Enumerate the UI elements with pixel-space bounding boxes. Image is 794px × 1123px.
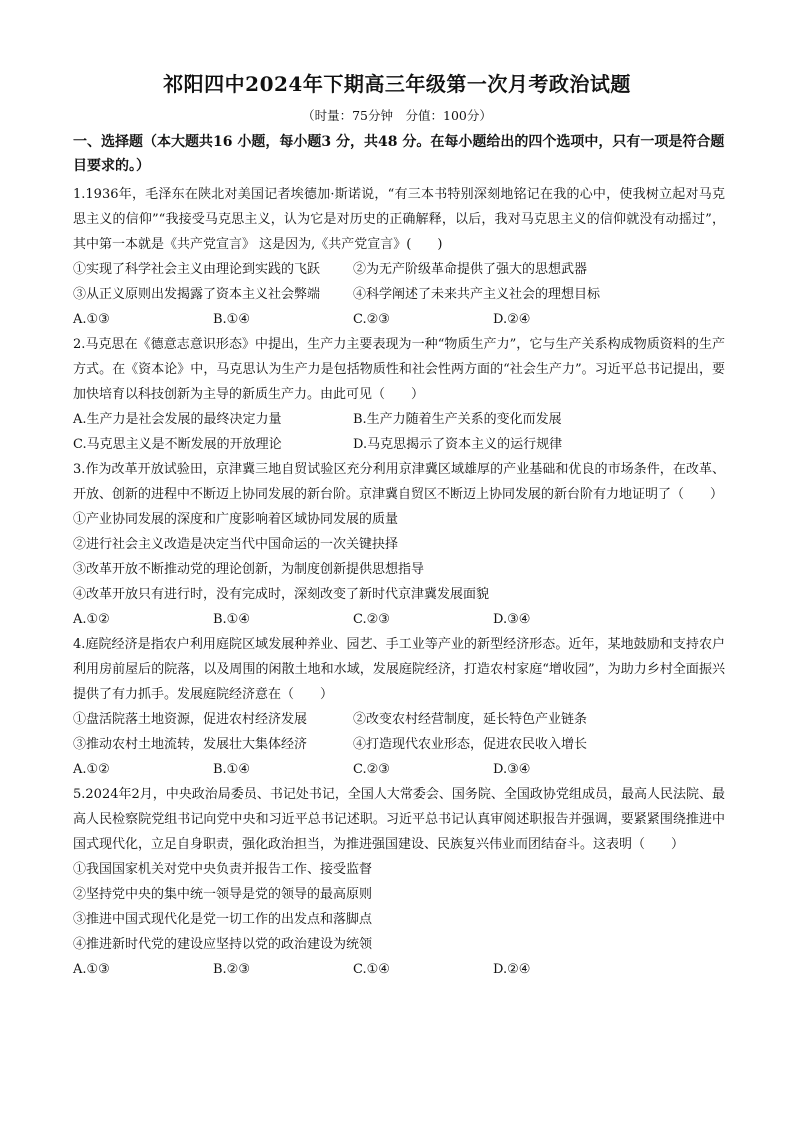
statement: ③从正义原则出发揭露了资本主义社会弊端: [73, 287, 321, 302]
choice-a[interactable]: A.生产力是社会发展的最终决定力量: [73, 412, 282, 427]
statement: ①我国国家机关对党中央负责并报告工作、接受监督: [73, 862, 373, 877]
statement: ④科学阐述了未来共产主义社会的理想目标: [353, 287, 601, 302]
statement: ③推进中国式现代化是党一切工作的出发点和落脚点: [73, 912, 373, 927]
question-stem: 2.马克思在《德意志意识形态》中提出，生产力主要表现为一种“物质生产力”，它与生产关系构成物质资料的生产方式。在《资本论》中，马克思认为生产力是包括物质性和社会性两方面的“社会生产力”。习近平总书记提出，要加快培育以科技创新为主导的新质生产力。由此可见（ ）: [73, 337, 725, 402]
page-title: 祁阳四中2024年下期高三年级第一次月考政治试题: [163, 72, 631, 96]
question-3: [73, 457, 725, 632]
choice-d[interactable]: D.②④: [493, 962, 531, 977]
exam-info: （时量：75分钟 分值：100分）: [302, 108, 492, 123]
statement: ①产业协同发展的深度和广度影响着区域协同发展的质量: [73, 512, 399, 527]
statement: ③推动农村土地流转，发展壮大集体经济: [73, 737, 308, 752]
statement-row: [73, 257, 725, 282]
choice-c[interactable]: C.马克思主义是不断发展的开放理论: [73, 437, 282, 452]
choice-a[interactable]: A.①③: [73, 312, 110, 327]
statement-row: [73, 282, 725, 307]
question-stem: 1.1936年，毛泽东在陕北对美国记者埃德加·斯诺说，“有三本书特别深刻地铭记在我的心中，使我树立起对马克思主义的信仰”“我接受马克思主义，认为它是对历史的正确解释，以后，我对马克思主义的信仰就没有动摇过”，其中第一本就是《共产党宣言》 这是因为,《共产党宣言》( ): [73, 187, 725, 252]
question-list: [73, 182, 725, 982]
statement: ④打造现代农业形态，促进农民收入增长: [353, 737, 588, 752]
choice-c[interactable]: C.②③: [353, 612, 390, 627]
section-heading: 一、选择题（本大题共16 小题，每小题3 分，共48 分。在每小题给出的四个选项中，只有一项是符合题目要求的。）: [73, 134, 725, 174]
question-2: [73, 332, 725, 457]
choice-a[interactable]: A.①②: [73, 762, 110, 777]
statement: ①实现了科学社会主义由理论到实践的飞跃: [73, 262, 321, 277]
choice-row: [73, 607, 725, 632]
statement-row: [73, 707, 725, 732]
question-1: [73, 182, 725, 332]
choice-b[interactable]: B.生产力随着生产关系的变化而发展: [353, 412, 562, 427]
question-5: [73, 782, 725, 982]
choice-a[interactable]: A.①②: [73, 612, 110, 627]
question-stem: 4.庭院经济是指农户利用庭院区域发展种养业、园艺、手工业等产业的新型经济形态。近年，某地鼓励和支持农户利用房前屋后的院落，以及周围的闲散土地和水域，发展庭院经济，打造农村家庭“增收园”，为助力乡村全面振兴提供了有力抓手。发展庭院经济意在（ ）: [73, 637, 725, 702]
question-stem: 5.2024年2月，中央政治局委员、书记处书记，全国人大常委会、国务院、全国政协党组成员，最高人民法院、最高人民检察院党组书记向党中央和习近平总书记述职。习近平总书记认真审阅述职报告并强调，要紧紧围绕推进中国式现代化，立足自身职责，强化政治担当，为推进强国建设、民族复兴伟业而团结奋斗。这表明（ ）: [73, 787, 725, 852]
choice-row: [73, 307, 725, 332]
statement: ②改变农村经营制度，延长特色产业链条: [353, 712, 588, 727]
choice-d[interactable]: D.③④: [493, 612, 531, 627]
choice-c[interactable]: C.②③: [353, 312, 390, 327]
choice-a[interactable]: A.①③: [73, 962, 110, 977]
choice-row: [73, 957, 725, 982]
choice-d[interactable]: D.②④: [493, 312, 531, 327]
statement: ②坚持党中央的集中统一领导是党的领导的最高原则: [73, 887, 373, 902]
statement: ①盘活院落土地资源，促进农村经济发展: [73, 712, 308, 727]
choice-d[interactable]: D.马克思揭示了资本主义的运行规律: [353, 437, 563, 452]
choice-c[interactable]: C.②③: [353, 762, 390, 777]
statement: ③改革开放不断推动党的理论创新，为制度创新提供思想指导: [73, 562, 425, 577]
choice-d[interactable]: D.③④: [493, 762, 531, 777]
choice-row: [73, 757, 725, 782]
choice-row: [73, 432, 725, 457]
statement: ②进行社会主义改造是决定当代中国命运的一次关键抉择: [73, 537, 399, 552]
choice-b[interactable]: B.①④: [213, 612, 250, 627]
question-4: [73, 632, 725, 782]
choice-b[interactable]: B.①④: [213, 762, 250, 777]
choice-row: [73, 407, 725, 432]
choice-b[interactable]: B.①④: [213, 312, 250, 327]
choice-b[interactable]: B.②③: [213, 962, 250, 977]
statement: ④改革开放只有进行时，没有完成时，深刻改变了新时代京津冀发展面貌: [73, 587, 490, 602]
statement-row: [73, 732, 725, 757]
statement: ②为无产阶级革命提供了强大的思想武器: [353, 262, 588, 277]
question-stem: 3.作为改革开放试验田，京津冀三地自贸试验区充分利用京津冀区域雄厚的产业基础和优良的市场条件，在改革、开放、创新的进程中不断迈上协同发展的新台阶。京津冀自贸区不断迈上协同发展的新台阶有力地证明了（ ）: [73, 462, 725, 502]
choice-c[interactable]: C.①④: [353, 962, 390, 977]
statement: ④推进新时代党的建设应坚持以党的政治建设为统领: [73, 937, 373, 952]
